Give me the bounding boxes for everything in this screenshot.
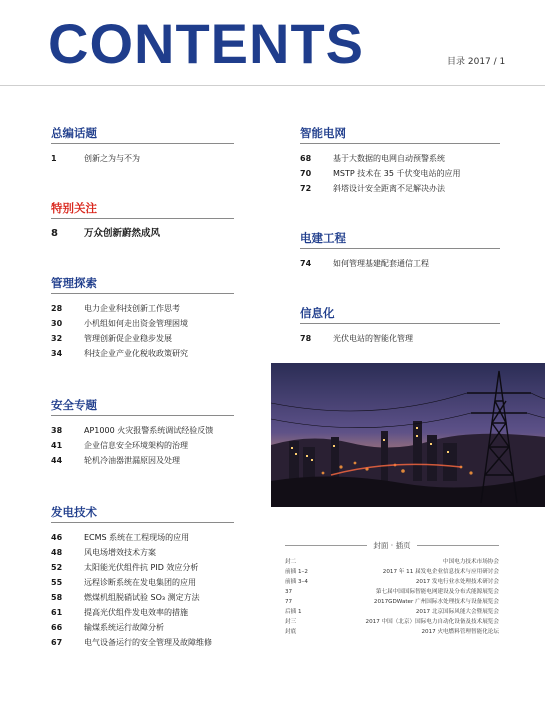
section-divider xyxy=(51,218,234,219)
toc-title: 光伏电站的智能化管理 xyxy=(333,334,413,343)
toc-page: 41 xyxy=(51,441,63,450)
section-title: 安全专题 xyxy=(51,398,97,412)
toc-page: 78 xyxy=(300,334,312,343)
toc-page: 48 xyxy=(51,548,63,557)
toc-title: 斜塔设计安全距离不足解决办法 xyxy=(333,184,445,193)
toc-entry[interactable] xyxy=(51,635,234,650)
toc-title: 企业信息安全环境架构的治理 xyxy=(84,441,188,450)
toc-page: 68 xyxy=(300,154,312,163)
toc-title: 管理创新促企业稳步发展 xyxy=(84,334,172,343)
section-title: 总编话题 xyxy=(51,126,97,140)
ad-position: 37 xyxy=(285,589,293,595)
toc-title: 提高光伏组件发电效率的措施 xyxy=(84,608,188,617)
toc-entry[interactable] xyxy=(51,316,234,331)
toc-entry[interactable] xyxy=(300,151,500,166)
section-divider xyxy=(300,143,500,144)
toc-page: 8 xyxy=(51,228,58,239)
section-smart-grid xyxy=(300,126,500,196)
toc-title: 小机组如何走出资金管理困境 xyxy=(84,319,188,328)
toc-title: 电气设备运行的安全管理及故障维修 xyxy=(84,638,212,647)
ad-name: 2017 北京国际风能大会暨展览会 xyxy=(415,609,499,615)
ads-index xyxy=(285,540,499,637)
toc-title: 输煤系统运行故障分析 xyxy=(84,623,164,632)
section-title: 管理探索 xyxy=(51,276,97,290)
ad-position: 前插 1–2 xyxy=(285,569,308,575)
contents-logo: CONTENTS xyxy=(48,12,364,75)
ads-title: 封面 · 插页 xyxy=(373,541,411,550)
toc-title: 燃煤机组脱硝试验 SO₃ 测定方法 xyxy=(84,593,200,602)
toc-title: 远程诊断系统在发电集团的应用 xyxy=(84,578,196,587)
toc-page: 61 xyxy=(51,608,63,617)
ad-name: 第七届中国国际智能电网建设及分布式能源展览会 xyxy=(375,589,499,595)
ad-position: 后插 1 xyxy=(285,609,302,615)
section-power-construction xyxy=(300,231,500,271)
toc-page: 55 xyxy=(51,578,63,587)
section-title: 信息化 xyxy=(300,306,335,320)
ad-position: 封底 xyxy=(285,629,297,635)
toc-page: 38 xyxy=(51,426,63,435)
section-safety xyxy=(51,398,234,468)
section-divider xyxy=(51,415,234,416)
ad-name: 中国电力技术市场协会 xyxy=(443,559,499,565)
toc-title: MSTP 技术在 35 千伏变电站的应用 xyxy=(333,169,461,178)
toc-entry[interactable] xyxy=(51,530,234,545)
toc-page: 34 xyxy=(51,349,63,358)
toc-entry[interactable] xyxy=(51,590,234,605)
ad-position: 77 xyxy=(285,599,293,605)
section-title: 智能电网 xyxy=(300,126,346,140)
toc-title: 如何管理基建配套通信工程 xyxy=(333,259,429,268)
toc-title: 风电场增效技术方案 xyxy=(84,548,156,557)
ad-entry[interactable] xyxy=(285,607,499,617)
toc-page: 58 xyxy=(51,593,63,602)
toc-entry[interactable] xyxy=(51,301,234,316)
toc-title: 电力企业科技创新工作思考 xyxy=(84,304,180,313)
ad-name: 2017 中国（北京）国际电力自动化设备及技术展览会 xyxy=(365,619,499,625)
section-divider xyxy=(300,248,500,249)
toc-page: 66 xyxy=(51,623,63,632)
toc-title: 轮机冷油器泄漏原因及处理 xyxy=(84,456,180,465)
section-divider xyxy=(51,293,234,294)
toc-page: 74 xyxy=(300,259,312,268)
ad-entry[interactable] xyxy=(285,587,499,597)
toc-page: 72 xyxy=(300,184,312,193)
toc-title: 科技企业产业化税收政策研究 xyxy=(84,349,188,358)
toc-entry[interactable] xyxy=(51,151,234,166)
ad-entry[interactable] xyxy=(285,617,499,627)
toc-entry[interactable] xyxy=(51,605,234,620)
ad-position: 前插 3–4 xyxy=(285,579,308,585)
toc-entry[interactable] xyxy=(51,575,234,590)
toc-entry[interactable] xyxy=(51,620,234,635)
toc-title: 太阳能光伏组件抗 PID 效应分析 xyxy=(84,563,199,572)
section-divider xyxy=(51,522,234,523)
toc-entry[interactable] xyxy=(300,166,500,181)
toc-page: 32 xyxy=(51,334,63,343)
section-management xyxy=(51,276,234,361)
toc-page: 70 xyxy=(300,169,312,178)
ads-header-rule xyxy=(285,545,367,546)
ad-entry[interactable] xyxy=(285,567,499,577)
toc-entry[interactable] xyxy=(51,423,234,438)
toc-entry[interactable] xyxy=(51,331,234,346)
ad-entry[interactable] xyxy=(285,557,499,567)
section-editor-topic xyxy=(51,126,234,166)
toc-entry[interactable] xyxy=(300,331,500,346)
section-special-focus xyxy=(51,201,234,242)
toc-page: 1 xyxy=(51,154,57,163)
toc-entry[interactable] xyxy=(300,256,500,271)
section-divider xyxy=(300,323,500,324)
section-power-generation xyxy=(51,505,234,650)
ad-entry[interactable] xyxy=(285,627,499,637)
section-title: 电建工程 xyxy=(300,231,346,245)
toc-page: 44 xyxy=(51,456,63,465)
toc-entry[interactable] xyxy=(51,346,234,361)
ad-entry[interactable] xyxy=(285,577,499,587)
section-informatization xyxy=(300,306,500,346)
toc-title: 创新之为与不为 xyxy=(84,154,140,163)
ad-name: 2017 年 11 届发电企业信息技术与应用研讨会 xyxy=(382,569,499,575)
ad-name: 2017 发电行业水处理技术研讨会 xyxy=(415,579,499,585)
toc-title: AP1000 火灾报警系统调试经验反馈 xyxy=(84,426,214,435)
section-divider xyxy=(51,143,234,144)
toc-entry[interactable] xyxy=(51,453,234,468)
toc-entry[interactable] xyxy=(51,438,234,453)
toc-entry[interactable] xyxy=(300,181,500,196)
section-title: 发电技术 xyxy=(51,505,97,519)
toc-title: 基于大数据的电网自动预警系统 xyxy=(333,154,445,163)
toc-page: 28 xyxy=(51,304,63,313)
city-night-illustration xyxy=(271,363,545,507)
header-divider xyxy=(0,85,545,86)
toc-title: ECMS 系统在工程现场的应用 xyxy=(84,533,190,542)
toc-page: 30 xyxy=(51,319,63,328)
toc-page: 46 xyxy=(51,533,63,542)
ad-name: 2017 火电燃料管理智能化论坛 xyxy=(421,629,499,635)
toc-page: 52 xyxy=(51,563,63,572)
ads-header-rule xyxy=(417,545,499,546)
toc-title: 万众创新蔚然成风 xyxy=(84,228,161,239)
toc-entry[interactable] xyxy=(51,560,234,575)
cover-photo-city-night xyxy=(271,363,545,507)
ad-position: 封三 xyxy=(285,619,297,625)
ad-name: 2017GDWater 广州国际水处理技术与设备展览会 xyxy=(373,599,499,605)
toc-entry[interactable] xyxy=(51,545,234,560)
toc-page: 67 xyxy=(51,638,63,647)
toc-entry[interactable] xyxy=(51,226,234,242)
section-title: 特别关注 xyxy=(51,201,97,215)
ad-position: 封二 xyxy=(285,559,297,565)
issue-label: 目录 2017 / 1 xyxy=(447,57,506,67)
ads-header xyxy=(285,540,499,551)
ad-entry[interactable] xyxy=(285,597,499,607)
